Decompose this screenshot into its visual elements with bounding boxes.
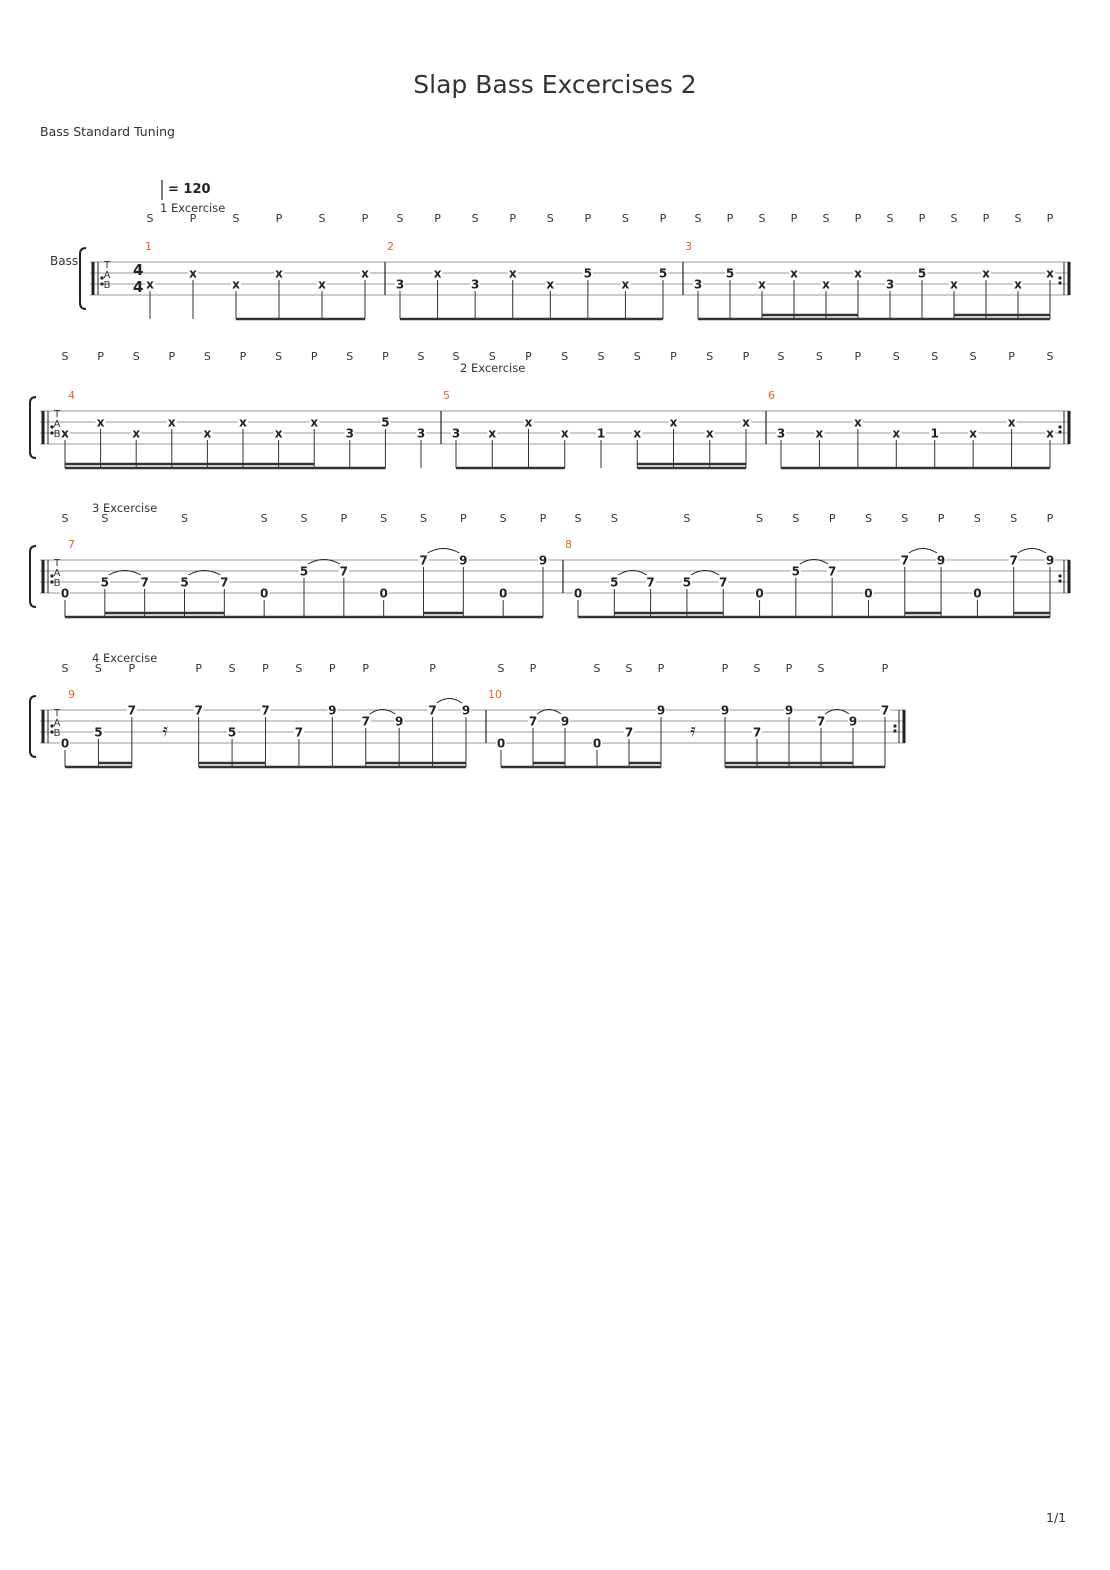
fret-number: 9 (720, 703, 730, 718)
technique-label: S (561, 350, 569, 363)
fret-number: 7 (624, 725, 634, 740)
technique-label: S (753, 662, 761, 675)
section-label: 4 Excercise (92, 651, 158, 665)
tab-system (30, 350, 1070, 468)
fret-number: 0 (60, 736, 70, 751)
fret-number: 0 (573, 586, 583, 601)
technique-label: S (94, 662, 102, 675)
technique-label: S (973, 512, 981, 525)
technique-label: P (937, 512, 945, 525)
technique-label: S (61, 512, 69, 525)
technique-label: S (203, 350, 211, 363)
technique-label: S (228, 662, 236, 675)
system-bracket (30, 696, 36, 757)
fret-number: 7 (646, 575, 655, 590)
technique-label: S (950, 212, 958, 225)
technique-label: S (232, 212, 240, 225)
tab-system (50, 180, 1070, 319)
technique-label: S (146, 212, 154, 225)
fret-number: 9 (784, 703, 794, 718)
tab-clef-letter: T (53, 409, 61, 420)
tab-clef-letter: T (53, 708, 61, 719)
fret-number: 9 (1045, 553, 1055, 568)
slur-arc (909, 549, 937, 554)
technique-label: S (931, 350, 939, 363)
fret-number: x (203, 426, 212, 441)
technique-label: P (1008, 350, 1015, 363)
technique-label: S (758, 212, 766, 225)
technique-label: P (460, 512, 467, 525)
fret-number: x (982, 266, 990, 281)
slur-arc (428, 549, 460, 554)
repeat-dot (50, 431, 53, 434)
repeat-dot (50, 580, 53, 583)
fret-number: 9 (936, 553, 946, 568)
technique-label: P (195, 662, 202, 675)
fret-number: x (822, 277, 830, 292)
technique-label: S (817, 662, 825, 675)
fret-number: 7 (900, 553, 909, 568)
fret-number: 7 (339, 564, 349, 579)
repeat-dot (50, 724, 53, 727)
fret-number: x (853, 415, 862, 430)
fret-number: 7 (194, 703, 203, 718)
repeat-dot (1058, 276, 1061, 279)
fret-number: x (508, 266, 517, 281)
tuning-label: Bass Standard Tuning (40, 124, 175, 139)
technique-label: P (529, 662, 537, 675)
technique-label: P (790, 212, 798, 225)
track-name: Bass (50, 254, 79, 268)
repeat-dot (100, 282, 103, 285)
section-label: 2 Excercise (460, 361, 526, 375)
system-bracket (30, 546, 36, 607)
technique-label: S (396, 212, 404, 225)
fret-number: x (524, 415, 533, 430)
section-label: 3 Excercise (92, 501, 158, 515)
technique-label: P (97, 350, 104, 363)
fret-number: x (232, 277, 240, 292)
fret-number: 0 (755, 586, 764, 601)
repeat-dot (50, 425, 53, 428)
technique-label: S (1046, 350, 1054, 363)
page-number: 1/1 (1046, 1510, 1067, 1525)
measure-number: 5 (443, 389, 450, 402)
technique-label: P (168, 350, 176, 363)
fret-number: 0 (592, 736, 602, 751)
technique-label: P (659, 212, 667, 225)
fret-number: 5 (917, 266, 927, 281)
technique-label: S (864, 512, 872, 525)
time-signature-top: 4 (133, 261, 144, 279)
technique-label: S (346, 350, 354, 363)
fret-number: x (633, 426, 642, 441)
technique-label: S (260, 512, 268, 525)
technique-label: P (382, 350, 389, 363)
fret-number: x (318, 277, 326, 292)
repeat-dot (100, 276, 103, 279)
fret-number: 5 (381, 415, 390, 430)
technique-label: S (610, 512, 618, 525)
fret-number: x (815, 426, 824, 441)
technique-label: P (785, 662, 793, 675)
technique-label: S (822, 212, 830, 225)
measure-number: 6 (768, 389, 775, 402)
technique-label: S (892, 350, 900, 363)
system-bracket (30, 397, 36, 458)
fret-number: 9 (461, 703, 471, 718)
fret-number: x (274, 426, 283, 441)
technique-label: S (633, 350, 641, 363)
fret-number: x (1014, 277, 1022, 292)
repeat-dot (50, 574, 53, 577)
technique-label: S (61, 662, 69, 675)
fret-number: x (61, 426, 69, 441)
fret-number: x (189, 266, 197, 281)
technique-label: S (706, 350, 714, 363)
fret-number: 7 (880, 703, 890, 718)
technique-label: P (1046, 212, 1054, 225)
technique-label: S (815, 350, 823, 363)
fret-number: x (275, 266, 283, 281)
fret-number: 9 (560, 714, 570, 729)
fret-number: 1 (930, 426, 939, 441)
technique-label: P (340, 512, 348, 525)
fret-number: 9 (328, 703, 337, 718)
fret-number: 7 (752, 725, 762, 740)
technique-label: S (380, 512, 388, 525)
tab-clef-letter: T (103, 260, 111, 271)
repeat-dot (1058, 425, 1061, 428)
fret-number: 9 (538, 553, 548, 568)
fret-number: x (1007, 415, 1016, 430)
repeat-dot (1058, 579, 1061, 582)
tab-clef-letter: B (103, 280, 111, 291)
technique-label: S (694, 212, 702, 225)
measure-number: 10 (488, 688, 502, 701)
technique-label: S (621, 212, 629, 225)
repeat-dot (1058, 574, 1061, 577)
technique-label: P (361, 212, 369, 225)
section-label: 1 Excercise (160, 201, 226, 215)
fret-number: 3 (451, 426, 461, 441)
technique-label: S (969, 350, 977, 363)
measure-number: 7 (68, 538, 75, 551)
rest-symbol: 𝄿 (162, 720, 169, 741)
technique-label: P (310, 350, 318, 363)
technique-label: S (1014, 212, 1022, 225)
technique-label: S (471, 212, 479, 225)
fret-number: x (488, 426, 497, 441)
tab-clef-letter: A (53, 568, 61, 579)
fret-number: 0 (864, 586, 873, 601)
fret-number: x (742, 415, 750, 430)
technique-label: P (742, 350, 750, 363)
technique-label: S (1010, 512, 1018, 525)
repeat-dot (893, 724, 896, 727)
tab-clef-letter: B (53, 578, 61, 589)
fret-number: 7 (140, 575, 149, 590)
fret-number: 0 (973, 586, 982, 601)
measure-number: 8 (565, 538, 572, 551)
technique-label: P (584, 212, 592, 225)
fret-number: 5 (658, 266, 668, 281)
technique-label: S (597, 350, 605, 363)
technique-label: S (420, 512, 427, 525)
fret-number: 5 (100, 575, 110, 590)
technique-label: P (329, 662, 336, 675)
technique-label: P (657, 662, 665, 675)
fret-number: 7 (261, 703, 270, 718)
technique-label: P (262, 662, 269, 675)
fret-number: x (310, 415, 319, 430)
technique-label: P (239, 350, 247, 363)
technique-label: S (275, 350, 283, 363)
tab-system (30, 501, 1070, 617)
fret-number: 3 (416, 426, 426, 441)
technique-label: S (756, 512, 764, 525)
fret-number: 5 (227, 725, 237, 740)
fret-number: x (239, 415, 247, 430)
measure-number: 3 (685, 240, 692, 253)
technique-label: P (362, 662, 370, 675)
fret-number: x (560, 426, 569, 441)
fret-number: x (1046, 266, 1054, 281)
technique-label: S (593, 662, 601, 675)
fret-number: 7 (827, 564, 837, 579)
tab-clef-letter: A (53, 718, 61, 729)
fret-number: 7 (127, 703, 137, 718)
fret-number: 7 (428, 703, 437, 718)
technique-label: P (275, 212, 283, 225)
fret-number: x (892, 426, 901, 441)
technique-label: S (499, 512, 507, 525)
fret-number: 0 (496, 736, 506, 751)
rest-symbol: 𝄿 (690, 720, 696, 741)
fret-number: x (969, 426, 978, 441)
technique-label: S (497, 662, 505, 675)
technique-label: S (101, 512, 109, 525)
technique-label: P (918, 212, 926, 225)
fret-number: 7 (294, 725, 304, 740)
technique-label: S (318, 212, 326, 225)
fret-number: 9 (656, 703, 666, 718)
fret-number: 3 (345, 426, 354, 441)
fret-number: x (790, 266, 798, 281)
technique-label: S (300, 512, 308, 525)
technique-label: S (574, 512, 582, 525)
fret-number: 7 (361, 714, 370, 729)
tab-clef-letter: B (53, 728, 61, 739)
technique-label: P (670, 350, 677, 363)
fret-number: 5 (791, 564, 801, 579)
time-signature-bottom: 4 (133, 278, 144, 296)
fret-number: x (705, 426, 714, 441)
technique-label: P (434, 212, 441, 225)
fret-number: x (132, 426, 141, 441)
technique-label: S (886, 212, 894, 225)
system-bracket (80, 248, 86, 309)
repeat-dot (1058, 281, 1061, 284)
fret-number: x (950, 277, 958, 292)
fret-number: x (167, 415, 176, 430)
fret-number: 7 (1009, 553, 1018, 568)
fret-number: x (1046, 426, 1054, 441)
fret-number: x (546, 277, 555, 292)
measure-number: 4 (68, 389, 75, 402)
fret-number: 7 (816, 714, 826, 729)
technique-label: P (726, 212, 734, 225)
fret-number: 7 (719, 575, 728, 590)
slur-arc (1018, 549, 1046, 554)
measure-number: 9 (68, 688, 75, 701)
technique-label: S (777, 350, 785, 363)
technique-label: S (546, 212, 554, 225)
fret-number: 1 (596, 426, 606, 441)
technique-label: P (189, 212, 197, 225)
score-title: Slap Bass Excercises 2 (413, 70, 697, 99)
fret-number: 0 (379, 586, 388, 601)
fret-number: 0 (60, 586, 70, 601)
fret-number: 9 (459, 553, 468, 568)
fret-number: 5 (583, 266, 593, 281)
fret-number: x (854, 266, 862, 281)
technique-label: P (1046, 512, 1054, 525)
technique-label: P (828, 512, 836, 525)
measure-number: 1 (145, 240, 152, 253)
tab-clef-letter: A (53, 419, 61, 430)
technique-label: S (792, 512, 800, 525)
fret-number: x (146, 277, 154, 292)
technique-label: S (61, 350, 69, 363)
repeat-dot (893, 729, 896, 732)
technique-label: P (721, 662, 729, 675)
fret-number: 5 (94, 725, 103, 740)
fret-number: 5 (725, 266, 735, 281)
technique-label: P (509, 212, 517, 225)
tempo-marking: = 120 (168, 182, 211, 197)
fret-number: 5 (610, 575, 619, 590)
tab-clef-letter: T (53, 558, 61, 569)
fret-number: 7 (220, 575, 229, 590)
fret-number: 5 (299, 564, 309, 579)
fret-number: x (669, 415, 678, 430)
technique-label: S (901, 512, 909, 525)
fret-number: 3 (470, 277, 480, 292)
technique-label: S (132, 350, 140, 363)
technique-label: P (982, 212, 990, 225)
technique-label: S (625, 662, 633, 675)
technique-label: P (854, 350, 862, 363)
fret-number: 3 (693, 277, 703, 292)
tab-clef-letter: B (53, 429, 61, 440)
tab-system (30, 651, 905, 767)
fret-number: 9 (848, 714, 858, 729)
technique-label: P (539, 512, 547, 525)
technique-label: P (128, 662, 136, 675)
fret-number: 3 (776, 426, 786, 441)
repeat-dot (1058, 430, 1061, 433)
technique-label: S (295, 662, 303, 675)
technique-label: S (417, 350, 425, 363)
fret-number: x (433, 266, 442, 281)
repeat-dot (50, 730, 53, 733)
technique-label: P (854, 212, 862, 225)
measure-number: 2 (387, 240, 394, 253)
technique-label: S (683, 512, 691, 525)
fret-number: 7 (419, 553, 428, 568)
tab-clef-letter: A (103, 270, 111, 281)
fret-number: 7 (528, 714, 538, 729)
slur-arc (437, 699, 462, 704)
fret-number: 0 (259, 586, 269, 601)
fret-number: 9 (394, 714, 404, 729)
technique-label: S (488, 350, 496, 363)
fret-number: 0 (498, 586, 508, 601)
fret-number: 3 (395, 277, 405, 292)
technique-label: S (452, 350, 460, 363)
fret-number: x (96, 415, 105, 430)
fret-number: x (758, 277, 766, 292)
fret-number: x (621, 277, 630, 292)
technique-label: P (881, 662, 889, 675)
technique-label: P (525, 350, 532, 363)
fret-number: x (361, 266, 369, 281)
fret-number: 5 (180, 575, 189, 590)
technique-label: S (181, 512, 188, 525)
technique-label: P (429, 662, 436, 675)
fret-number: 3 (885, 277, 895, 292)
fret-number: 5 (682, 575, 692, 590)
